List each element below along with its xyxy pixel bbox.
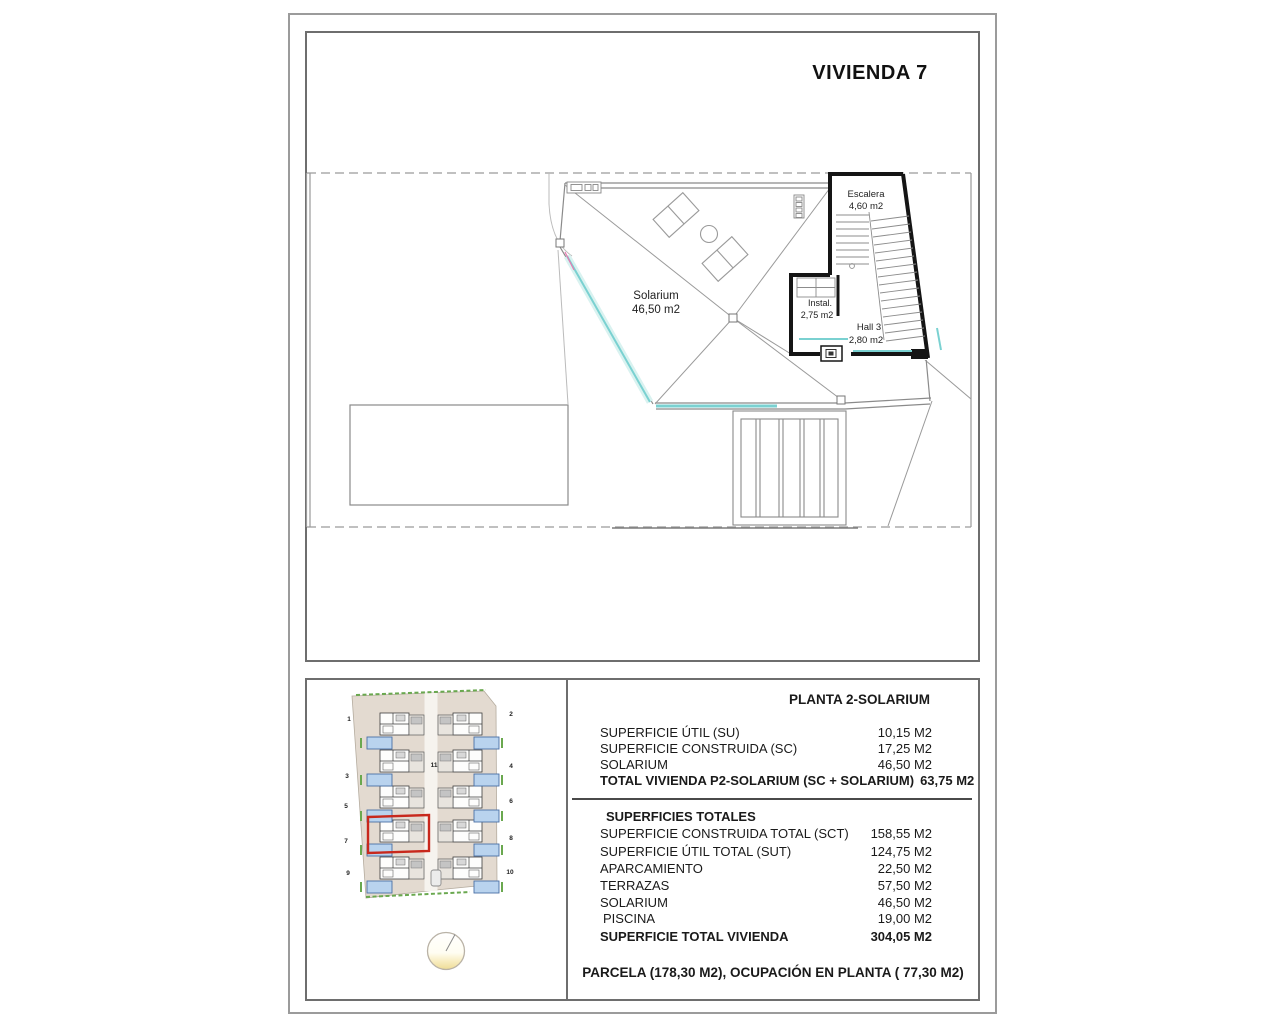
row-value: 57,50 M2 xyxy=(877,878,932,893)
table-row xyxy=(600,844,932,860)
svg-text:4: 4 xyxy=(509,763,513,770)
area-table xyxy=(566,678,980,1001)
row-value: 17,25 M2 xyxy=(877,741,932,756)
page-title: VIVIENDA 7 xyxy=(812,62,928,84)
escalera-area: 4,60 m2 xyxy=(848,201,884,212)
table-row xyxy=(600,741,932,757)
boundary-details xyxy=(549,173,572,404)
row-label: SUPERFICIE CONSTRUIDA (SC) xyxy=(600,741,798,756)
pergola xyxy=(733,411,846,525)
totals-header: SUPERFICIES TOTALES xyxy=(606,809,756,824)
row-label: TOTAL VIVIENDA P2-SOLARIUM (SC + SOLARIUM) xyxy=(600,773,915,788)
floor-plan-drawing xyxy=(305,31,980,662)
row-label: APARCAMIENTO xyxy=(600,861,703,876)
row-label: SOLARIUM xyxy=(600,895,668,910)
svg-text:1: 1 xyxy=(347,716,351,723)
row-value: 46,50 M2 xyxy=(877,757,932,772)
table-row xyxy=(600,725,932,741)
solarium-label: Solarium xyxy=(633,290,679,302)
table-header: PLANTA 2-SOLARIUM xyxy=(789,692,930,707)
instal-label: Instal. xyxy=(807,298,833,308)
table-row xyxy=(600,911,932,927)
row-value: 63,75 M2 xyxy=(920,773,975,788)
svg-text:2: 2 xyxy=(509,711,513,718)
row-label: SUPERFICIE ÚTIL (SU) xyxy=(600,725,740,740)
table-row xyxy=(600,826,932,842)
row-label: PISCINA xyxy=(603,911,656,926)
neighbour-plot xyxy=(350,405,568,505)
parapet-step xyxy=(911,349,928,359)
svg-text:6: 6 xyxy=(509,798,513,805)
svg-text:11: 11 xyxy=(430,762,438,769)
row-value: 124,75 M2 xyxy=(870,844,932,859)
row-label: SUPERFICIE TOTAL VIVIENDA xyxy=(600,929,789,944)
table-row xyxy=(600,895,932,911)
svg-text:3: 3 xyxy=(345,773,349,780)
compass xyxy=(428,933,465,970)
hall-label: Hall 3 xyxy=(856,322,882,333)
table-row xyxy=(600,757,932,773)
row-value: 10,15 M2 xyxy=(877,725,932,740)
roof-grille xyxy=(794,195,804,218)
svg-text:5: 5 xyxy=(344,803,348,810)
side-table xyxy=(701,226,718,243)
row-label: TERRAZAS xyxy=(600,878,670,893)
hall-area: 2,80 m2 xyxy=(848,335,884,346)
svg-text:9: 9 xyxy=(346,870,350,877)
car xyxy=(431,870,441,886)
row-label: SOLARIUM xyxy=(600,757,668,772)
parcela-footer: PARCELA (178,30 M2), OCUPACIÓN EN PLANTA ( 77,30 M2) xyxy=(582,965,964,980)
roof-vent-box xyxy=(567,182,601,193)
row-value: 158,55 M2 xyxy=(870,826,932,841)
plot-diagonals xyxy=(888,360,971,526)
row-value: 19,00 M2 xyxy=(877,911,932,926)
table-row xyxy=(600,878,932,894)
row-value: 22,50 M2 xyxy=(877,861,932,876)
solarium-area: 46,50 m2 xyxy=(632,304,680,316)
site-map xyxy=(306,679,565,1000)
escalera-label: Escalera xyxy=(847,189,885,200)
hall-door-box xyxy=(821,346,842,361)
svg-text:8: 8 xyxy=(509,835,513,842)
table-total-row xyxy=(600,773,975,789)
sun-lounger xyxy=(653,193,699,238)
row-value: 46,50 M2 xyxy=(877,895,932,910)
sun-lounger xyxy=(702,237,748,282)
svg-text:10: 10 xyxy=(506,869,514,876)
svg-text:7: 7 xyxy=(344,838,348,845)
table-separator xyxy=(572,798,972,800)
site-road xyxy=(425,693,438,891)
glass-edge xyxy=(565,252,777,406)
row-label: SUPERFICIE ÚTIL TOTAL (SUT) xyxy=(600,844,792,859)
instal-area: 2,75 m2 xyxy=(800,310,834,320)
table-grand-total-row xyxy=(600,929,932,945)
row-value: 304,05 M2 xyxy=(870,929,932,944)
table-row xyxy=(600,861,932,877)
row-label: SUPERFICIE CONSTRUIDA TOTAL (SCT) xyxy=(600,826,849,841)
